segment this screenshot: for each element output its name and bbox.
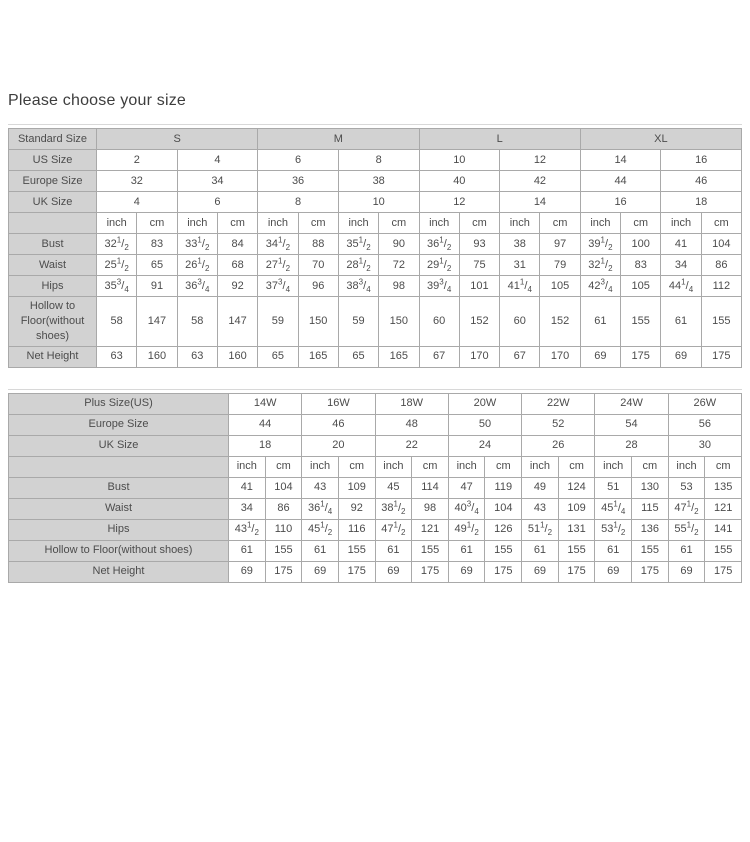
measure-value-cell: 59 xyxy=(338,297,378,347)
measure-value-cell: 69 xyxy=(448,561,485,582)
measure-value-cell: 45 xyxy=(375,477,412,498)
measure-value-cell: 59 xyxy=(258,297,298,347)
measure-value-cell: 41 xyxy=(661,234,701,255)
measure-value-cell: $53^1/_2$ xyxy=(595,519,632,540)
measure-value-cell: 175 xyxy=(412,561,449,582)
measure-value-cell: $32^1/_2$ xyxy=(580,255,620,276)
table-row xyxy=(9,561,742,582)
table-row xyxy=(9,297,742,347)
size-value-cell: 24 xyxy=(448,435,521,456)
measure-value-cell: 61 xyxy=(580,297,620,347)
measure-value-cell: 69 xyxy=(661,346,701,367)
measure-value-cell: 84 xyxy=(217,234,257,255)
measure-value-cell: 119 xyxy=(485,477,522,498)
measure-value-cell: 175 xyxy=(632,561,669,582)
measure-value-cell: 49 xyxy=(522,477,559,498)
unit-cell: cm xyxy=(137,213,177,234)
size-value-cell: 50 xyxy=(448,414,521,435)
measure-value-cell: 109 xyxy=(338,477,375,498)
table-row xyxy=(9,129,742,150)
measure-value-cell: $36^3/_4$ xyxy=(177,276,217,297)
table-row xyxy=(9,435,742,456)
size-value-cell: 22 xyxy=(375,435,448,456)
unit-cell: inch xyxy=(580,213,620,234)
measure-value-cell: $36^1/_2$ xyxy=(419,234,459,255)
size-chart-section xyxy=(0,92,750,583)
unit-cell: cm xyxy=(379,213,419,234)
unit-cell: inch xyxy=(375,456,412,477)
measure-value-cell: 72 xyxy=(379,255,419,276)
unit-cell: inch xyxy=(522,456,559,477)
measure-value-cell: $25^1/_2$ xyxy=(97,255,137,276)
measure-value-cell: $45^1/_2$ xyxy=(302,519,339,540)
measure-value-cell: 88 xyxy=(298,234,338,255)
measure-value-cell: $43^1/_2$ xyxy=(229,519,266,540)
unit-cell: inch xyxy=(302,456,339,477)
measure-value-cell: 175 xyxy=(705,561,742,582)
row-label-cell: Bust xyxy=(9,477,229,498)
table-row xyxy=(9,192,742,213)
size-value-cell: 44 xyxy=(580,171,661,192)
measure-value-cell: $36^1/_4$ xyxy=(302,498,339,519)
unit-cell: inch xyxy=(229,456,266,477)
measure-value-cell: 34 xyxy=(661,255,701,276)
measure-value-cell: 121 xyxy=(412,519,449,540)
table-row xyxy=(9,213,742,234)
measure-value-cell: 69 xyxy=(229,561,266,582)
measure-value-cell: 175 xyxy=(265,561,302,582)
measure-value-cell: 47 xyxy=(448,477,485,498)
measure-value-cell: $44^1/_4$ xyxy=(661,276,701,297)
size-value-cell: 56 xyxy=(668,414,741,435)
measure-value-cell: 69 xyxy=(580,346,620,367)
unit-cell: cm xyxy=(621,213,661,234)
measure-value-cell: 175 xyxy=(558,561,595,582)
table-row xyxy=(9,150,742,171)
table-row xyxy=(9,393,742,414)
measure-value-cell: 61 xyxy=(661,297,701,347)
measure-value-cell: 69 xyxy=(522,561,559,582)
measure-value-cell: 65 xyxy=(258,346,298,367)
measure-value-cell: 61 xyxy=(595,540,632,561)
size-group-cell: S xyxy=(97,129,258,150)
measure-value-cell: 83 xyxy=(137,234,177,255)
measure-value-cell: 150 xyxy=(298,297,338,347)
table-row xyxy=(9,346,742,367)
measure-value-cell: 60 xyxy=(419,297,459,347)
size-value-cell: 34 xyxy=(177,171,258,192)
measure-value-cell: 155 xyxy=(632,540,669,561)
unit-cell: inch xyxy=(177,213,217,234)
divider xyxy=(8,124,742,125)
measure-value-cell: 61 xyxy=(668,540,705,561)
size-value-cell: 6 xyxy=(258,150,339,171)
row-label-cell: Hips xyxy=(9,519,229,540)
unit-cell: cm xyxy=(338,456,375,477)
size-value-cell: 2 xyxy=(97,150,178,171)
measure-value-cell: 63 xyxy=(97,346,137,367)
measure-value-cell: 41 xyxy=(229,477,266,498)
unit-cell: cm xyxy=(701,213,741,234)
measure-value-cell: 150 xyxy=(379,297,419,347)
size-value-cell: 8 xyxy=(338,150,419,171)
measure-value-cell: 90 xyxy=(379,234,419,255)
measure-value-cell: 65 xyxy=(137,255,177,276)
measure-value-cell: 43 xyxy=(302,477,339,498)
measure-value-cell: 43 xyxy=(522,498,559,519)
measure-value-cell: $35^1/_2$ xyxy=(338,234,378,255)
measure-value-cell: 38 xyxy=(500,234,540,255)
unit-cell: cm xyxy=(265,456,302,477)
measure-value-cell: 67 xyxy=(500,346,540,367)
size-value-cell: 42 xyxy=(500,171,581,192)
measure-value-cell: $32^1/_2$ xyxy=(97,234,137,255)
measure-value-cell: 104 xyxy=(701,234,741,255)
unit-cell: inch xyxy=(595,456,632,477)
unit-cell: cm xyxy=(705,456,742,477)
measure-value-cell: 131 xyxy=(558,519,595,540)
size-group-cell: 14W xyxy=(229,393,302,414)
measure-value-cell: 175 xyxy=(338,561,375,582)
measure-value-cell: 141 xyxy=(705,519,742,540)
row-label-cell: Net Height xyxy=(9,561,229,582)
measure-value-cell: 155 xyxy=(701,297,741,347)
measure-value-cell: $45^1/_4$ xyxy=(595,498,632,519)
row-label-cell: Plus Size(US) xyxy=(9,393,229,414)
measure-value-cell: 155 xyxy=(412,540,449,561)
size-value-cell: 10 xyxy=(338,192,419,213)
size-value-cell: 38 xyxy=(338,171,419,192)
measure-value-cell: 152 xyxy=(540,297,580,347)
unit-cell: cm xyxy=(459,213,499,234)
measure-value-cell: 170 xyxy=(540,346,580,367)
measure-value-cell: 63 xyxy=(177,346,217,367)
unit-cell: cm xyxy=(558,456,595,477)
measure-value-cell: 61 xyxy=(522,540,559,561)
measure-value-cell: 114 xyxy=(412,477,449,498)
size-value-cell: 12 xyxy=(419,192,500,213)
size-value-cell: 6 xyxy=(177,192,258,213)
measure-value-cell: 105 xyxy=(621,276,661,297)
size-value-cell: 8 xyxy=(258,192,339,213)
measure-value-cell: 75 xyxy=(459,255,499,276)
measure-value-cell: 175 xyxy=(485,561,522,582)
measure-value-cell: 60 xyxy=(500,297,540,347)
size-value-cell: 46 xyxy=(302,414,375,435)
size-group-cell: 24W xyxy=(595,393,668,414)
measure-value-cell: $26^1/_2$ xyxy=(177,255,217,276)
page-title: Please choose your size xyxy=(8,92,187,109)
measure-value-cell: 155 xyxy=(558,540,595,561)
size-value-cell: 26 xyxy=(522,435,595,456)
row-label-cell: Europe Size xyxy=(9,171,97,192)
measure-value-cell: 155 xyxy=(485,540,522,561)
plus-size-table-wrap xyxy=(8,389,742,583)
unit-cell: inch xyxy=(668,456,705,477)
size-group-cell: 18W xyxy=(375,393,448,414)
measure-value-cell: 98 xyxy=(379,276,419,297)
measure-value-cell: $38^3/_4$ xyxy=(338,276,378,297)
measure-value-cell: $40^3/_4$ xyxy=(448,498,485,519)
measure-value-cell: $47^1/_2$ xyxy=(375,519,412,540)
measure-value-cell: 91 xyxy=(137,276,177,297)
size-value-cell: 14 xyxy=(580,150,661,171)
measure-value-cell: 104 xyxy=(485,498,522,519)
measure-value-cell: 61 xyxy=(229,540,266,561)
measure-value-cell: 58 xyxy=(177,297,217,347)
size-value-cell: 30 xyxy=(668,435,741,456)
row-label-cell: US Size xyxy=(9,150,97,171)
measure-value-cell: $51^1/_2$ xyxy=(522,519,559,540)
measure-value-cell: 155 xyxy=(265,540,302,561)
row-label-cell: UK Size xyxy=(9,192,97,213)
row-label-cell: Hollow to Floor(without shoes) xyxy=(9,297,97,347)
table-row xyxy=(9,498,742,519)
unit-cell: inch xyxy=(258,213,298,234)
measure-value-cell: 92 xyxy=(338,498,375,519)
row-label-cell: Waist xyxy=(9,255,97,276)
measure-value-cell: 61 xyxy=(375,540,412,561)
measure-value-cell: $39^3/_4$ xyxy=(419,276,459,297)
table-row xyxy=(9,255,742,276)
measure-value-cell: 65 xyxy=(338,346,378,367)
measure-value-cell: 96 xyxy=(298,276,338,297)
measure-value-cell: 101 xyxy=(459,276,499,297)
measure-value-cell: 165 xyxy=(298,346,338,367)
table-row xyxy=(9,540,742,561)
standard-size-table xyxy=(8,128,742,368)
measure-value-cell: 98 xyxy=(412,498,449,519)
measure-value-cell: 58 xyxy=(97,297,137,347)
unit-cell: cm xyxy=(412,456,449,477)
measure-value-cell: 69 xyxy=(302,561,339,582)
table-row xyxy=(9,456,742,477)
size-value-cell: 16 xyxy=(661,150,742,171)
measure-value-cell: $38^1/_2$ xyxy=(375,498,412,519)
measure-value-cell: 112 xyxy=(701,276,741,297)
measure-value-cell: 126 xyxy=(485,519,522,540)
size-value-cell: 54 xyxy=(595,414,668,435)
size-value-cell: 48 xyxy=(375,414,448,435)
measure-value-cell: $34^1/_2$ xyxy=(258,234,298,255)
size-value-cell: 18 xyxy=(229,435,302,456)
measure-value-cell: 160 xyxy=(137,346,177,367)
size-value-cell: 36 xyxy=(258,171,339,192)
row-label-cell: Bust xyxy=(9,234,97,255)
measure-value-cell: 31 xyxy=(500,255,540,276)
plus-size-table xyxy=(8,393,742,583)
size-value-cell: 10 xyxy=(419,150,500,171)
measure-value-cell: 147 xyxy=(137,297,177,347)
row-label-cell: Standard Size xyxy=(9,129,97,150)
size-group-cell: 26W xyxy=(668,393,741,414)
measure-value-cell: 86 xyxy=(265,498,302,519)
measure-value-cell: $37^3/_4$ xyxy=(258,276,298,297)
measure-value-cell: 93 xyxy=(459,234,499,255)
measure-value-cell: $35^3/_4$ xyxy=(97,276,137,297)
measure-value-cell: $39^1/_2$ xyxy=(580,234,620,255)
measure-value-cell: 68 xyxy=(217,255,257,276)
measure-value-cell: 61 xyxy=(448,540,485,561)
row-label-cell xyxy=(9,456,229,477)
measure-value-cell: 175 xyxy=(701,346,741,367)
measure-value-cell: 115 xyxy=(632,498,669,519)
size-value-cell: 4 xyxy=(97,192,178,213)
unit-cell: cm xyxy=(485,456,522,477)
table-row xyxy=(9,519,742,540)
measure-value-cell: 53 xyxy=(668,477,705,498)
measure-value-cell: 69 xyxy=(375,561,412,582)
measure-value-cell: 155 xyxy=(621,297,661,347)
measure-value-cell: 110 xyxy=(265,519,302,540)
size-value-cell: 28 xyxy=(595,435,668,456)
unit-cell: cm xyxy=(298,213,338,234)
standard-size-table-wrap xyxy=(8,124,742,368)
row-label-cell: Waist xyxy=(9,498,229,519)
measure-value-cell: 135 xyxy=(705,477,742,498)
size-value-cell: 40 xyxy=(419,171,500,192)
unit-cell: inch xyxy=(338,213,378,234)
measure-value-cell: 86 xyxy=(701,255,741,276)
measure-value-cell: 104 xyxy=(265,477,302,498)
measure-value-cell: 105 xyxy=(540,276,580,297)
measure-value-cell: 121 xyxy=(705,498,742,519)
row-label-cell: Europe Size xyxy=(9,414,229,435)
size-group-cell: 20W xyxy=(448,393,521,414)
size-value-cell: 16 xyxy=(580,192,661,213)
row-label-cell: Hollow to Floor(without shoes) xyxy=(9,540,229,561)
measure-value-cell: 160 xyxy=(217,346,257,367)
measure-value-cell: 61 xyxy=(302,540,339,561)
measure-value-cell: $29^1/_2$ xyxy=(419,255,459,276)
unit-cell: cm xyxy=(217,213,257,234)
measure-value-cell: $55^1/_2$ xyxy=(668,519,705,540)
measure-value-cell: 109 xyxy=(558,498,595,519)
measure-value-cell: 155 xyxy=(705,540,742,561)
size-value-cell: 12 xyxy=(500,150,581,171)
measure-value-cell: 170 xyxy=(459,346,499,367)
measure-value-cell: 155 xyxy=(338,540,375,561)
measure-value-cell: 92 xyxy=(217,276,257,297)
unit-cell: inch xyxy=(97,213,137,234)
size-group-cell: M xyxy=(258,129,419,150)
size-value-cell: 52 xyxy=(522,414,595,435)
row-label-cell: Net Height xyxy=(9,346,97,367)
table-row xyxy=(9,171,742,192)
measure-value-cell: 100 xyxy=(621,234,661,255)
size-value-cell: 20 xyxy=(302,435,375,456)
measure-value-cell: 152 xyxy=(459,297,499,347)
size-group-cell: 22W xyxy=(522,393,595,414)
row-label-cell xyxy=(9,213,97,234)
measure-value-cell: 175 xyxy=(621,346,661,367)
measure-value-cell: $42^3/_4$ xyxy=(580,276,620,297)
measure-value-cell: 97 xyxy=(540,234,580,255)
size-value-cell: 32 xyxy=(97,171,178,192)
measure-value-cell: $28^1/_2$ xyxy=(338,255,378,276)
measure-value-cell: 69 xyxy=(668,561,705,582)
measure-value-cell: 147 xyxy=(217,297,257,347)
row-label-cell: UK Size xyxy=(9,435,229,456)
size-group-cell: L xyxy=(419,129,580,150)
unit-cell: inch xyxy=(500,213,540,234)
divider xyxy=(8,389,742,390)
table-row xyxy=(9,234,742,255)
measure-value-cell: 67 xyxy=(419,346,459,367)
measure-value-cell: 70 xyxy=(298,255,338,276)
measure-value-cell: $41^1/_4$ xyxy=(500,276,540,297)
unit-cell: cm xyxy=(632,456,669,477)
unit-cell: inch xyxy=(419,213,459,234)
measure-value-cell: $47^1/_2$ xyxy=(668,498,705,519)
measure-value-cell: 165 xyxy=(379,346,419,367)
unit-cell: inch xyxy=(448,456,485,477)
row-label-cell: Hips xyxy=(9,276,97,297)
size-value-cell: 44 xyxy=(229,414,302,435)
table-row xyxy=(9,477,742,498)
measure-value-cell: 79 xyxy=(540,255,580,276)
size-value-cell: 4 xyxy=(177,150,258,171)
measure-value-cell: 83 xyxy=(621,255,661,276)
size-value-cell: 14 xyxy=(500,192,581,213)
measure-value-cell: 34 xyxy=(229,498,266,519)
unit-cell: cm xyxy=(540,213,580,234)
measure-value-cell: 69 xyxy=(595,561,632,582)
measure-value-cell: 116 xyxy=(338,519,375,540)
measure-value-cell: $27^1/_2$ xyxy=(258,255,298,276)
measure-value-cell: 51 xyxy=(595,477,632,498)
measure-value-cell: 124 xyxy=(558,477,595,498)
size-group-cell: XL xyxy=(580,129,741,150)
size-group-cell: 16W xyxy=(302,393,375,414)
measure-value-cell: $49^1/_2$ xyxy=(448,519,485,540)
measure-value-cell: $33^1/_2$ xyxy=(177,234,217,255)
measure-value-cell: 130 xyxy=(632,477,669,498)
size-value-cell: 46 xyxy=(661,171,742,192)
unit-cell: inch xyxy=(661,213,701,234)
table-row xyxy=(9,414,742,435)
table-row xyxy=(9,276,742,297)
measure-value-cell: 136 xyxy=(632,519,669,540)
size-value-cell: 18 xyxy=(661,192,742,213)
